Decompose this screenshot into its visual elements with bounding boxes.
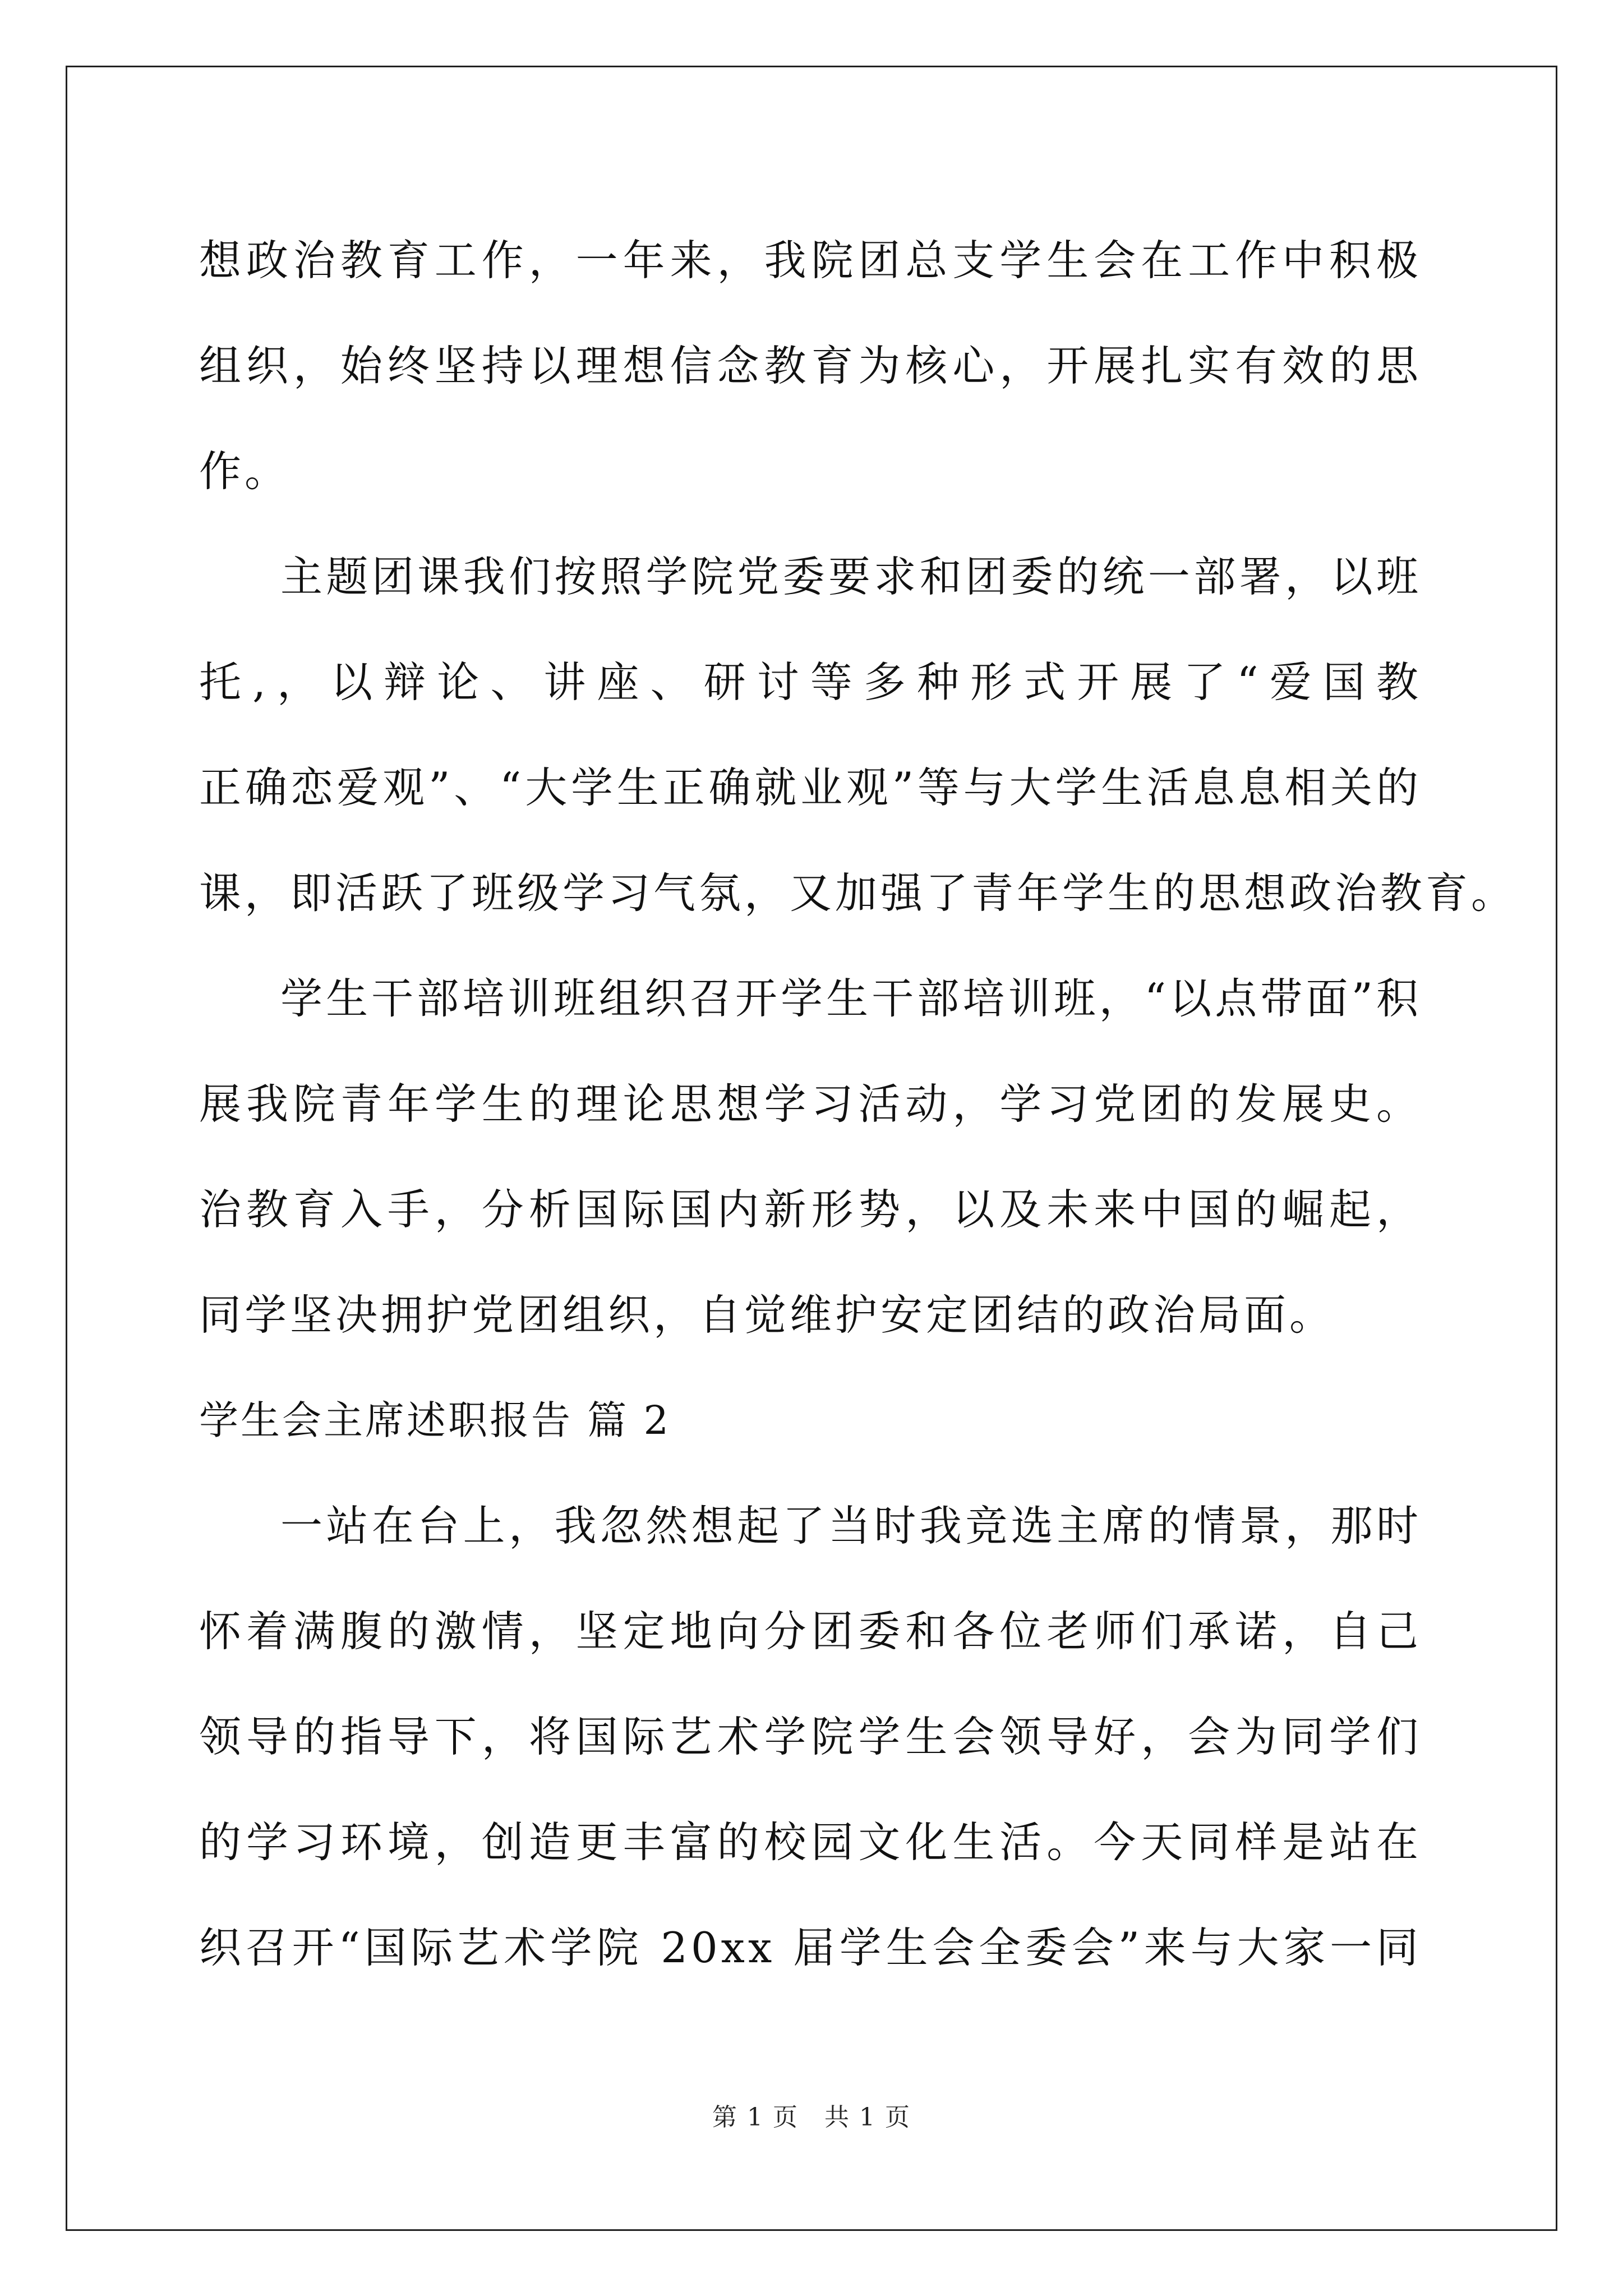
text-line: 组织，始终坚持以理想信念教育为核心，开展扎实有效的思	[199, 341, 1422, 390]
paragraph-2	[199, 524, 1517, 946]
text-line: 托,，以辩论、讲座、研讨等多种形式开展了“爱国教	[199, 657, 1422, 707]
text-line: 一站在台上，我忽然想起了当时我竞选主席的情景，那时	[280, 1501, 1422, 1550]
paragraph-4	[199, 1473, 1422, 2000]
document-body	[199, 208, 1517, 2000]
text-line: 织召开“国际艺术学院 20xx 届学生会全委会”来与大家一同	[199, 1923, 1422, 1972]
text-line: 正确恋爱观”、“大学生正确就业观”等与大学生活息息相关的	[199, 763, 1422, 812]
text-line: 想政治教育工作，一年来，我院团总支学生会在工作中积极	[199, 236, 1422, 285]
text-line: 展我院青年学生的理论思想学习活动，学习党团的发展史。	[199, 1079, 1422, 1129]
text-line: 领导的指导下，将国际艺术学院学生会领导好，会为同学们	[199, 1712, 1422, 1761]
text-line: 课，即活跃了班级学习气氛，又加强了青年学生的思想政治教育。	[199, 868, 1517, 918]
text-line: 的学习环境，创造更丰富的校园文化生活。今天同样是站在	[199, 1818, 1422, 1867]
paragraph-3	[199, 946, 1422, 1368]
page-footer: 第 1 页 共 1 页	[712, 2103, 911, 2132]
text-line: 学生干部培训班组织召开学生干部培训班，“以点带面”积	[280, 974, 1422, 1023]
section-heading: 学生会主席述职报告 篇 2	[199, 1397, 671, 1443]
text-line: 作。	[199, 447, 291, 496]
text-line: 主题团课我们按照学院党委要求和团委的统一部署，以班	[280, 552, 1422, 601]
paragraph-1	[199, 208, 1422, 524]
text-line: 治教育入手，分析国际国内新形势，以及未来中国的崛起，	[199, 1185, 1422, 1234]
text-line: 同学坚决拥护党团组织，自觉维护安定团结的政治局面。	[199, 1290, 1335, 1340]
text-line: 怀着满腹的激情，坚定地向分团委和各位老师们承诺，自己	[199, 1607, 1422, 1656]
